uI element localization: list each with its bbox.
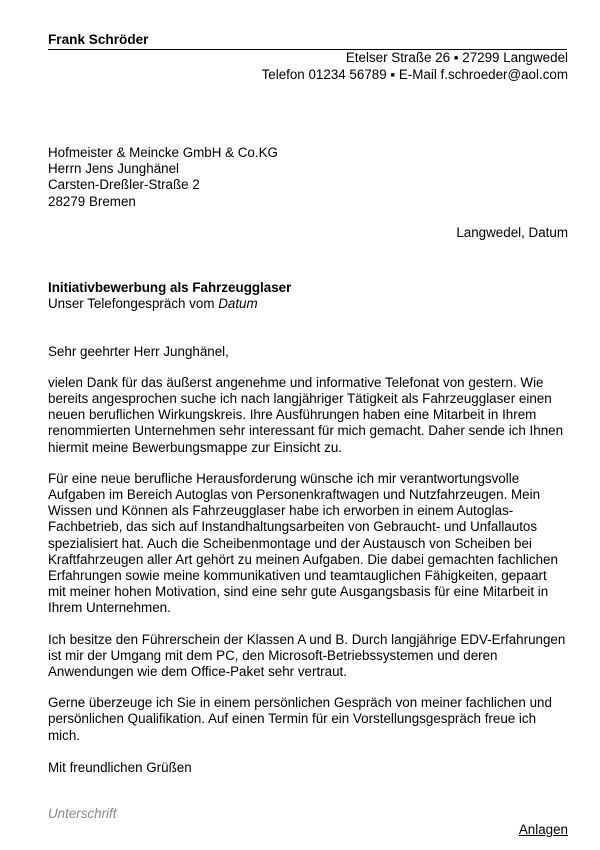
letter-page	[48, 31, 568, 838]
sender-name: Frank Schröder	[48, 32, 149, 47]
attachments-note	[48, 822, 568, 838]
body-paragraph: Für eine neue berufliche Herausforderung wünsche ich mir verantwortungsvolle Aufgaben im Bereich Autoglas von Personenkraftwagen und Nutzfahrzeugen. Mein Wissen und Können als Fahrzeugglaser habe ich erworben in einem Autoglas-Fachbetrieb, das sich auf Instandhaltungsarbeiten von Gebraucht- und Unfallautos spezialisiert hat. Auch die Scheibenmontage und der Austausch von Scheiben bei Kraftfahrzeugen aller Art gehört zu meinen Aufgaben. Die dabei gemachten fachlichen Erfahrungen sowie meine kommunikativen und teamtauglichen Fähigkeiten, gepaart mit meiner hohen Motivation, sind eine sehr gute Ausgangsbasis für eine Mitarbeit in Ihrem Unternehmen.	[48, 470, 558, 616]
body-paragraph: vielen Dank für das äußerst angenehme und informative Telefonat von gestern. Wie bereits angesprochen suche ich nach langjähriger Tätigkeit als Fahrzeugglaser einen neuen beruflichen Wirkungskreis. Ihre Ausführungen haben eine Mitarbeit in Ihrem renommierten Unternehmen sehr interessant für mich gemacht. Daher sende ich Ihnen hiermit meine Bewerbungsmappe zur Einsicht zu.	[48, 374, 564, 455]
recipient-company: Hofmeister & Meincke GmbH & Co.KG	[48, 145, 278, 160]
subject-reference	[48, 296, 568, 312]
closing-formula: Mit freundlichen Grüßen	[48, 759, 192, 775]
sender-contact: Telefon 01234 56789 ▪ E-Mail f.schroeder@aol.com	[261, 66, 568, 82]
subject-title: Initiativbewerbung als Fahrzeugglaser	[48, 279, 292, 295]
recipient-address	[48, 145, 568, 210]
signature-placeholder: Unterschrift	[48, 805, 117, 821]
recipient-person: Herrn Jens Junghänel	[48, 161, 180, 177]
place-date: Langwedel, Datum	[456, 224, 568, 240]
recipient-city: 28279 Bremen	[48, 193, 136, 209]
body-paragraph: Gerne überzeuge ich Sie in einem persönlichen Gespräch von meiner fachlichen und persönlichen Qualifikation. Auf einen Termin für ein Vorstellungsgespräch freue ich mich.	[48, 695, 552, 743]
salutation: Sehr geehrter Herr Junghänel,	[48, 343, 229, 359]
subject-block	[48, 280, 568, 312]
sender-block	[48, 50, 568, 83]
subject-reference-text: Unser Telefongespräch vom	[48, 295, 219, 311]
subject-reference-date: Datum	[218, 295, 258, 311]
sender-address: Etelser Straße 26 ▪ 27299 Langwedel	[345, 50, 568, 65]
recipient-street: Carsten-Dreßler-Straße 2	[48, 177, 200, 193]
body-paragraph: Ich besitze den Führerschein der Klassen A und B. Durch langjährige EDV-Erfahrungen ist mir der Umgang mit dem PC, den Microsoft-Betriebssystemen und deren Anwendungen wie dem Office-Paket sehr vertraut.	[48, 631, 566, 680]
attachments-label: Anlagen	[518, 821, 568, 837]
